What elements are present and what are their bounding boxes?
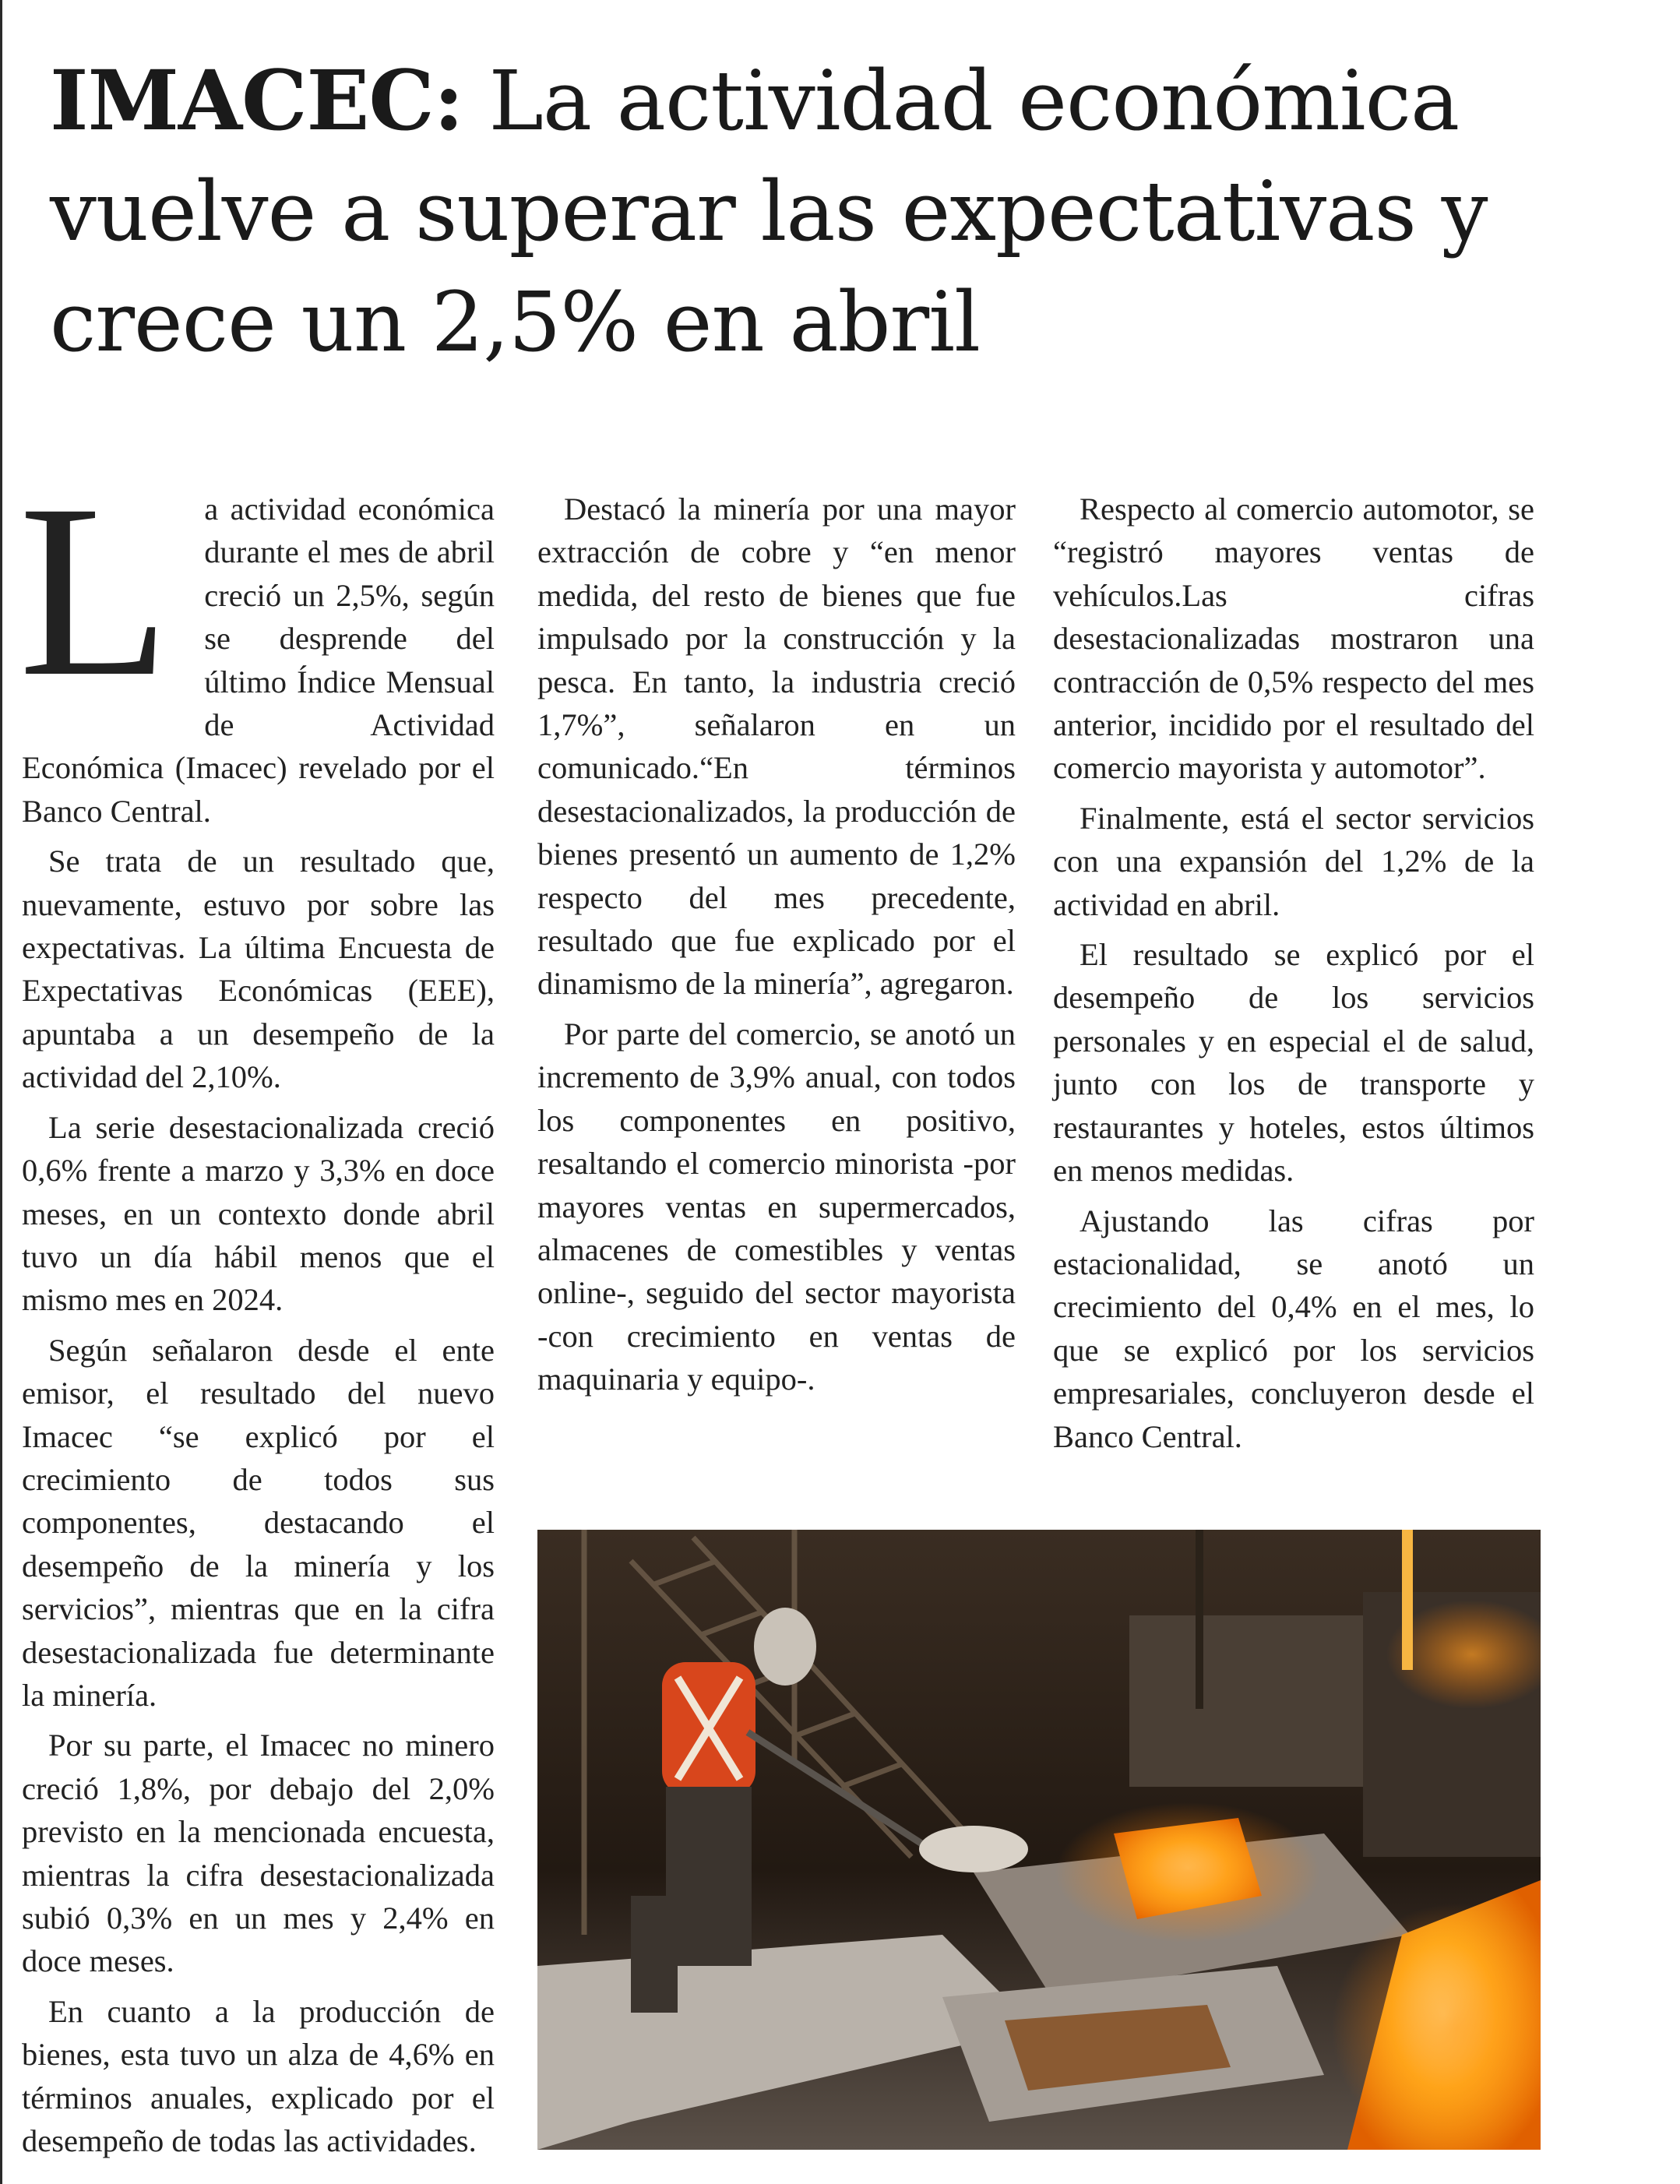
paragraph-text: Destacó la minería por una mayor extracción de cobre y “en menor medida, del resto de bienes que fue impulsado por la construcción y la pesca. En tanto, la industria creció 1,7%”, señalaron en un comunicado. <box>537 491 1016 786</box>
headline-text: La actividad económica vuelve a superar las expectativas y crece un 2,5% en abril <box>50 53 1488 370</box>
paragraph: En cuanto a la producción de bienes, esta tuvo un alza de 4,6% en términos anuales, explicado por el desempeño de todas las actividades. <box>22 1993 495 2159</box>
article-photo-copper-smelter <box>537 1530 1541 2150</box>
article-column-1 <box>19 453 495 2169</box>
paragraph: Por su parte, el Imacec no minero creció 1,8%, por debajo del 2,0% previsto en la mencionada encuesta, mientras la cifra desestacionalizada subió 0,3% en un mes y 2,4% en doce meses. <box>22 1728 495 1979</box>
paragraph: Ajustando las cifras por estacionalidad, se anotó un crecimiento del 0,4% en el mes, lo que se explicó por los servicios empresariales, concluyeron desde el Banco Central. <box>1053 1203 1534 1454</box>
paragraph: Según señalaron desde el ente emisor, el resultado del nuevo Imacec “se explicó por el crecimiento de todos sus componentes, destacando el desempeño de la minería y los servicios”, mientras que en la cifra desestacionalizada fue determinante la minería. <box>22 1332 495 1713</box>
paragraph-text: Respecto al comercio automotor, se “registró mayores ventas de vehículos. <box>1053 491 1534 613</box>
paragraph <box>537 488 1016 1006</box>
paragraph <box>1053 488 1534 790</box>
page-left-rule <box>0 0 2 2184</box>
paragraph-text: “En términos desestacionalizados, la producción de bienes presentó un aumento de 1,2% respecto del mes precedente, resultado que fue explicado por el dinamismo de la minería”, agregaron. <box>537 750 1016 1002</box>
paragraph: Finalmente, está el sector servicios con una expansión del 1,2% de la actividad en abril. <box>1053 800 1534 922</box>
paragraph: Por parte del comercio, se anotó un incremento de 3,9% anual, con todos los componentes en positivo, resaltando el comercio minorista -por mayores ventas en supermercados, almacenes de comestibles y ventas online-, seguido del sector mayorista -con crecimiento en ventas de maquinaria y equipo-. <box>537 1016 1016 1397</box>
paragraph: El resultado se explicó por el desempeño de los servicios personales y en especial el de salud, junto con los de transporte y restaurantes y hoteles, estos últimos en menos medidas. <box>1053 937 1534 1189</box>
paragraph: La serie desestacionalizada creció 0,6% frente a marzo y 3,3% en doce meses, en un contexto donde abril tuvo un día hábil menos que el mismo mes en 2024. <box>22 1109 495 1318</box>
article-headline <box>50 45 1639 378</box>
article-column-3 <box>1053 488 1534 1465</box>
paragraph: Se trata de un resultado que, nuevamente, estuvo por sobre las expectativas. La última Encuesta de Expectativas Económicas (EEE), apuntaba a un desempeño de la actividad del 2,10%. <box>22 844 495 1095</box>
paragraph-text: Las cifras desestacionalizadas mostraron una contracción de 0,5% respecto del mes anterior, incidido por el resultado del comercio mayorista y automotor”. <box>1053 577 1534 786</box>
paragraph: a actividad económica durante el mes de abril creció un 2,5%, según se desprende del último Índice Mensual de Actividad Económica (Imacec) revelado por el Banco Central. <box>22 491 495 829</box>
drop-cap: L <box>19 453 171 727</box>
headline-kicker: IMACEC: <box>50 51 463 149</box>
smelter-illustration <box>537 1530 1541 2150</box>
article-column-2 <box>537 488 1016 1408</box>
